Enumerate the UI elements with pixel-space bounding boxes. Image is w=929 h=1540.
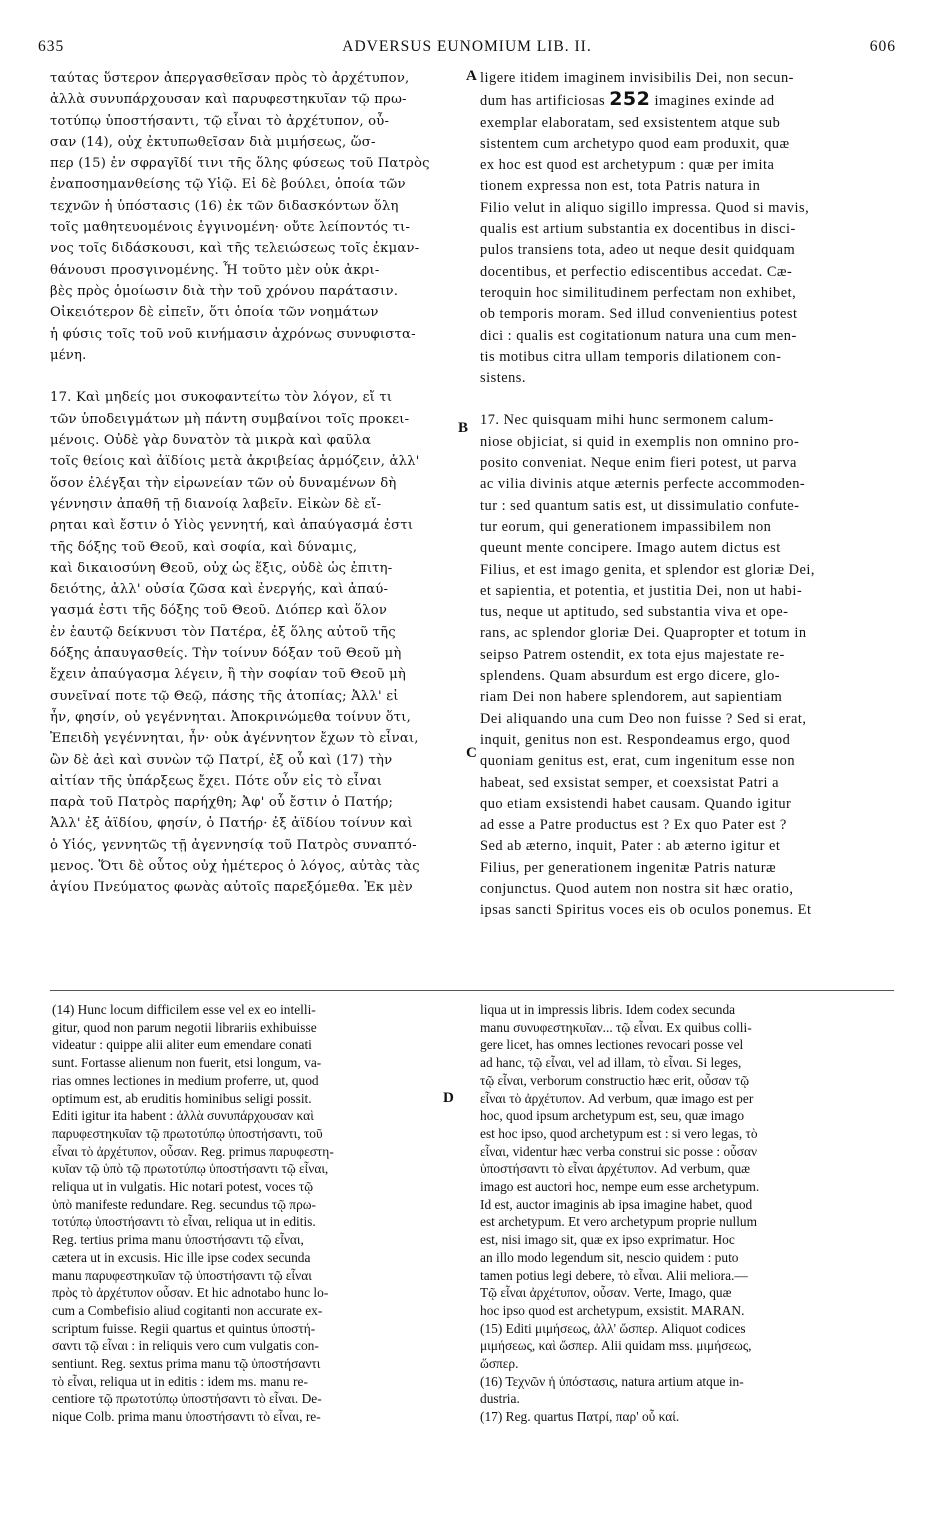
greek-line: τεχνῶν ἡ ὑπόστασις (16) ἐκ τῶν διδασκόντων ὅλη [50, 198, 399, 214]
greek-line: περ (15) ἐν σφραγῖδί τινι τῆς ὅλης φύσεως τοῦ Πατρὸς [50, 156, 430, 172]
greek-line: ὁ Υἱός, γεννητῶς τῇ ἀγεννησίᾳ τοῦ Πατρὸς συναπτό- [50, 837, 417, 853]
latin-line: tionem expressa non est, tota Patris natura in [480, 178, 761, 195]
footnote-line: gitur, quod non parum negotii librariis exhibuisse [52, 1019, 317, 1035]
latin-line: seipso Patrem ostendit, ex tota ejus majestate re- [480, 646, 785, 663]
footnote-line: Reg. tertius prima manu ὑποστήσαντι τῷ εἶναι, [52, 1232, 304, 1248]
footnote-line: Τῷ εἶναι ἀρχέτυπον, οὖσαν. Verte, Imago, quæ [480, 1285, 732, 1301]
greek-line: παρὰ τοῦ Πατρὸς παρήχθη; Ἀφ' οὗ ἔστιν ὁ Πατήρ; [50, 795, 394, 811]
latin-line: ob temporis moram. Sed illud convenientius potest [480, 306, 798, 323]
greek-line: βὲς πρὸς ὁμοίωσιν διὰ τὴν τοῦ χρόνου παράτασιν. [50, 283, 399, 299]
footnote-line: tamen potius legi debere, τὸ εἶναι. Alii meliora.— [480, 1267, 748, 1283]
greek-line: δόξης ἀπαυγασθείς. Τὴν τοίνυν δόξαν τοῦ Θεοῦ μὴ [50, 646, 402, 662]
footnote-line: τοτύπῳ ὑποστήσαντι τὸ εἶναι, reliqua ut in editis. [52, 1214, 316, 1230]
footnote-line: reliqua ut in vulgatis. Hic notari potest, voces τῷ [52, 1179, 314, 1195]
greek-line: τῆς δόξης τοῦ Θεοῦ, καὶ σοφία, καὶ δύναμις, [50, 539, 358, 555]
footnote-line: dustria. [480, 1391, 520, 1407]
greek-line: γέννησιν ἀπαθῆ τῇ διανοίᾳ λαβεῖν. Εἰκὼν δὲ εἴ- [50, 496, 382, 512]
greek-line: συνεῖναί ποτε τῷ Θεῷ, πάσης τῆς ἀτοπίας; Ἀλλ' εἰ [50, 688, 399, 704]
footnote-line: hoc, quod ipsum archetypum est, seu, quæ imago [480, 1108, 745, 1124]
footnote-line: (15) Editi μιμήσεως, ἀλλ' ὥσπερ. Aliquot codices [480, 1320, 746, 1336]
latin-line: riam Dei non habere splendorem, aut sapientiam [480, 689, 783, 706]
margin-marker-b: B [458, 420, 469, 436]
latin-line: posito conveniat. Neque enim fieri potest, ut parva [480, 455, 797, 472]
latin-line: pulos transiens tota, adeo ut neque desit quidquam [480, 242, 796, 259]
greek-line: τοῖς μαθητευομένοις ἐγγινομένη· οὔτε λείποντός τι- [50, 220, 411, 236]
footnote-line: sentiunt. Reg. sextus prima manu τῷ ὑποστήσαντι [52, 1356, 321, 1372]
page-number-right: 606 [869, 38, 896, 55]
greek-line: ὅσον ἐλέγξαι τὴν εἰρωνείαν τῶν οὐ δυναμένων δὴ [50, 475, 397, 491]
latin-line: dum has artificiosas [480, 93, 610, 110]
margin-marker-d: D [443, 1090, 454, 1106]
latin-line: docentibus, et perfectio ediscentibus accedat. Cæ- [480, 263, 793, 280]
greek-line: ἔχειν ἀπαύγασμα λέγειν, ἢ τὴν σοφίαν τοῦ Θεοῦ μὴ [50, 667, 406, 683]
footnote-line: nique Colb. prima manu ὑποστήσαντι τὸ εἶναι, re- [52, 1409, 321, 1425]
greek-line: μενος. Ὅτι δὲ οὗτος οὐχ ἡμέτερος ὁ λόγος, αὐτὰς τὰς [50, 858, 420, 874]
footnote-line: manu παρυφεστηκυῖαν τῷ ὑποστήσαντι τῷ εἶναι [52, 1267, 312, 1283]
latin-line: exemplar elaboratam, sed exsistentem atque sub [480, 114, 781, 131]
latin-line: tur eorum, qui generationem impassibilem non [480, 518, 772, 535]
footnote-line: hoc ipso quod est archetypum, exsistit. MARAN. [480, 1302, 745, 1318]
footnote-rule [50, 990, 894, 991]
footnote-line: an illo modo legendum sit, nescio quidem : puto [480, 1249, 739, 1265]
footnote-line: rias omnes lectiones in medium proferre, ut, quod [52, 1072, 319, 1088]
latin-line: 17. Nec quisquam mihi hunc sermonem calum- [480, 412, 774, 429]
latin-line: qualis est artium substantia ex docentibus in disci- [480, 221, 796, 238]
latin-line: sistens. [480, 370, 526, 387]
greek-line: ὢν δὲ ἀεὶ καὶ συνὼν τῷ Πατρί, ἐξ οὗ καὶ (17) τὴν [50, 752, 393, 768]
margin-marker-a: A [466, 68, 477, 84]
footnote-line: est hoc ipso, quod archetypum est : si vero legas, τὸ [480, 1125, 758, 1141]
footnote-line: παρυφεστηκυῖαν τῷ πρωτοτύπῳ ὑποστήσαντι, τοῦ [52, 1125, 323, 1141]
greek-line: δειότης, ἀλλ' οὐσία ζῶσα καὶ ἐνεργής, καὶ ἀπαύ- [50, 582, 389, 598]
latin-line: quo etiam exsistendi habet causam. Quando igitur [480, 795, 792, 812]
latin-line: Filio velut in aliquo sigillo impressa. Quod si mavis, [480, 199, 810, 216]
page-number-left: 635 [38, 38, 65, 55]
footnote-line: est archetypum. Et vero archetypum proprie nullum [480, 1214, 758, 1230]
greek-line: Ἐπειδὴ γεγέννηται, ἦν· οὐκ ἀγέννητον ἔχων τὸ εἶναι, [50, 731, 419, 747]
footnote-line: manu συνυφεστηκυῖαν... τῷ εἶναι. Ex quibus colli- [480, 1019, 752, 1035]
footnote-line: Id est, auctor imaginis ab ipsa imagine habet, quod [480, 1196, 753, 1212]
page-header [38, 38, 896, 58]
greek-line: γασμά ἐστι τῆς δόξης τοῦ Θεοῦ. Διόπερ καὶ ὅλον [50, 603, 388, 619]
footnote-line: κυῖαν τῷ ὑπὸ τῷ πρωτοτύπῳ ὑποστήσαντι τῷ εἶναι, [52, 1161, 329, 1177]
footnote-line: εἶναι τὸ ἀρχέτυπον. Ad verbum, quæ imago est per [480, 1090, 754, 1106]
greek-line: 17. Καὶ μηδείς μοι συκοφαντείτω τὸν λόγον, εἴ τι [50, 390, 393, 406]
footnote-line: gere licet, has omnes lectiones revocari posse vel [480, 1037, 744, 1053]
latin-text-column [480, 68, 894, 922]
page-reference-number: 252 [609, 89, 651, 111]
latin-line: Sed ab æterno, inquit, Pater : ab æterno igitur et [480, 838, 781, 855]
greek-line: ἡ φύσις τοῖς τοῦ νοῦ κινήμασιν ἀχρόνως συνυφιστα- [50, 326, 416, 342]
latin-line: ipsas sancti Spiritus voces eis ob oculos ponemus. Et [480, 902, 812, 919]
latin-line: Filius, per generationem ingenitæ Patris naturæ [480, 859, 777, 876]
latin-line: tur : sed quantum satis est, ut dissimulatio confute- [480, 497, 800, 514]
greek-line: ἐναποσημανθείσης τῷ Υἱῷ. Εἰ δὲ βούλει, ὁποία τῶν [50, 177, 406, 193]
greek-line: νος τοῖς διδάσκουσι, καὶ τῆς τελειώσεως τοῖς ἐκμαν- [50, 241, 420, 257]
greek-line: ταύτας ὕστερον ἀπεργασθεῖσαν πρὸς τὸ ἀρχέτυπον, [50, 71, 410, 86]
greek-line: θάνουσι προσγινομένης. Ἦ τοῦτο μὲν οὐκ ἀκρι- [50, 262, 380, 278]
latin-line: et sapientia, et potentia, et justitia Dei, non ut habi- [480, 582, 803, 599]
latin-line: rans, ac splendor gloriæ Dei. Quapropter et totum in [480, 625, 807, 642]
greek-line: μένοις. Οὐδὲ γὰρ δυνατὸν τὰ μικρὰ καὶ φαῦλα [50, 433, 372, 449]
footnote-line: πρὸς τὸ ἀρχέτυπον οὖσαν. Et hic adnotabo hunc lo- [52, 1285, 329, 1301]
greek-line [50, 366, 462, 387]
footnote-line: ὑποστήσαντι τὸ εἶναι ἀρχέτυπον. Ad verbum, quæ [480, 1161, 751, 1177]
footnote-line: est, nisi imago sit, quæ ex ipso exprimatur. Hoc [480, 1232, 735, 1248]
greek-line: ρηται καὶ ἔστιν ὁ Υἱὸς γεννητή, καὶ ἀπαύγασμά ἐστι [50, 518, 414, 534]
footnote-line: (16) Τεχνῶν ἡ ὑπόστασις, natura artium atque in- [480, 1373, 744, 1389]
latin-line: ac vilia divinis atque æternis perfecte accommoden- [480, 476, 806, 493]
footnotes-right-column [480, 1001, 894, 1426]
latin-line: inquit, genitus non est. Respondeamus ergo, quod [480, 731, 791, 748]
footnote-line: sunt. Fortasse alienum non fuerit, etsi longum, va- [52, 1055, 322, 1071]
latin-line: niose objiciat, si quid in exemplis non omnino pro- [480, 433, 800, 450]
latin-line: ligere itidem imaginem invisibilis Dei, non secun- [480, 70, 794, 86]
footnote-line: ὑπὸ manifeste redundare. Reg. secundus τῷ πρω- [52, 1196, 317, 1212]
latin-line: Filius, et est imago genita, et splendor est gloriæ Dei, [480, 561, 815, 578]
running-title: ADVERSUS EUNOMIUM LIB. II. [342, 38, 592, 55]
footnote-line: ad hanc, τῷ εἶναι, vel ad illam, τὸ εἶναι. Si leges, [480, 1055, 742, 1071]
footnote-line: centiore τῷ πρωτοτύπῳ ὑποστήσαντι τὸ εἶναι. De- [52, 1391, 322, 1407]
greek-line: τῶν ὑποδειγμάτων μὴ πάντη συμβαίνοι τοῖς προκει- [50, 411, 410, 427]
greek-line: ἁγίου Πνεύματος φωνὰς αὐτοῖς παρεξόμεθα. Ἐκ μὲν [50, 880, 413, 896]
footnote-line: σαντι τῷ εἶναι : in reliquis vero cum vulgatis con- [52, 1338, 319, 1354]
latin-line: dici : qualis est cogitationum natura una cum men- [480, 327, 797, 344]
greek-line: τοτύπῳ ὑποστήσαντι, τῷ εἶναι τὸ ἀρχέτυπον, οὖ- [50, 113, 390, 129]
greek-line: ἀλλὰ συνυπάρχουσαν καὶ παρυφεστηκυῖαν τῷ πρω- [50, 92, 407, 108]
footnote-line: εἶναι, videntur hæc verba construi sic posse : οὖσαν [480, 1143, 758, 1159]
footnote-line: optimum est, ab eruditis hominibus seligi possit. [52, 1090, 312, 1106]
greek-line: ἦν, φησίν, οὐ γεγέννηται. Ἀποκρινώμεθα τοίνυν ὅτι, [50, 709, 412, 725]
footnote-line: τῷ εἶναι, verborum constructio hæc erit, οὖσαν τῷ [480, 1072, 750, 1088]
latin-line: tus, neque ut aptitudo, sed substantia viva et ope- [480, 604, 789, 621]
footnote-line: Editi igitur ita habent : ἀλλὰ συνυπάρχουσαν καὶ [52, 1108, 314, 1124]
latin-line: teroquin hoc similitudinem perfectam non exhibet, [480, 284, 797, 301]
greek-line: μένη. [50, 347, 87, 363]
latin-line: ex hoc est quod est archetypum : quæ per imita [480, 157, 775, 174]
footnote-line: cum a Combefisio aliud cogitanti non accurate ex- [52, 1302, 323, 1318]
footnote-line: μιμήσεως, καὶ ὥσπερ. Alii quidam mss. μιμήσεως, [480, 1338, 752, 1354]
latin-line: Dei aliquando una cum Deo non fuisse ? Sed si erat, [480, 710, 807, 727]
footnote-line: scriptum fuisse. Regii quartus et quintus ὑποστή- [52, 1320, 316, 1336]
greek-line: τοῖς θείοις καὶ ἀϊδίοις μετὰ ἀκριβείας ἁρμόζειν, ἀλλ' [50, 454, 420, 470]
footnote-line: εἶναι τὸ ἀρχέτυπον, οὖσαν. Reg. primus παρυφεστη- [52, 1143, 334, 1159]
greek-line: αἰτίαν τῆς ὑπάρξεως ἔχει. Πότε οὖν εἰς τὸ εἶναι [50, 773, 383, 789]
footnote-line: (14) Hunc locum difficilem esse vel ex eo intelli- [52, 1002, 316, 1017]
greek-line: ἐν ἑαυτῷ δείκνυσι τὸν Πατέρα, ἐξ ὅλης αὐτοῦ τῆς [50, 624, 396, 640]
latin-line: habeat, sed exsistat semper, et coexsistat Patri a [480, 774, 779, 791]
latin-line: sistentem cum archetypo quod eam produxit, quæ [480, 135, 790, 152]
footnote-line: cætera ut in excusis. Hic ille ipse codex secunda [52, 1249, 311, 1265]
latin-line: tis motibus citra ullam temporis dilationem con- [480, 348, 782, 365]
latin-line: imagines exinde ad [650, 93, 775, 110]
footnote-line: imago est auctori hoc, nempe eum esse archetypum. [480, 1179, 760, 1195]
greek-text-column [50, 68, 462, 899]
footnote-line: liqua ut in impressis libris. Idem codex secunda [480, 1002, 736, 1017]
footnote-line: videatur : quippe alii aliter eum emendare conati [52, 1037, 312, 1053]
greek-line: Οἰκειότερον δὲ εἰπεῖν, ὅτι ὁποία τῶν νοημάτων [50, 305, 379, 321]
latin-line-with-ref [480, 89, 894, 112]
greek-line: Ἀλλ' ἐξ ἀϊδίου, φησίν, ὁ Πατήρ· ἐξ ἀϊδίου τοίνυν καὶ [50, 816, 413, 832]
footnotes-left-column [52, 1001, 464, 1426]
greek-line: σαν (14), οὐχ ἐκτυπωθεῖσαν διὰ μιμήσεως, ὥσ- [50, 134, 376, 150]
latin-line: conjunctus. Quod autem non nostra sit hæc oratio, [480, 880, 794, 897]
greek-line: καὶ δικαιοσύνη Θεοῦ, οὐχ ὡς ἕξις, οὐδὲ ὡς ἐπιτη- [50, 560, 393, 576]
latin-line: ad esse a Patre productus est ? Ex quo Pater est ? [480, 817, 787, 834]
footnote-line: τὸ εἶναι, reliqua ut in editis : idem ms. manu re- [52, 1373, 308, 1389]
latin-line: quoniam genitus est, erat, cum ingenitum esse non [480, 753, 796, 770]
footnote-line: (17) Reg. quartus Πατρί, παρ' οὗ καί. [480, 1409, 680, 1425]
latin-line: queunt mente concipere. Imago autem dictus est [480, 540, 781, 557]
margin-marker-c: C [466, 745, 477, 761]
latin-line: splendens. Quam absurdum est ergo dicere, glo- [480, 668, 781, 685]
footnote-line: ὥσπερ. [480, 1356, 519, 1372]
